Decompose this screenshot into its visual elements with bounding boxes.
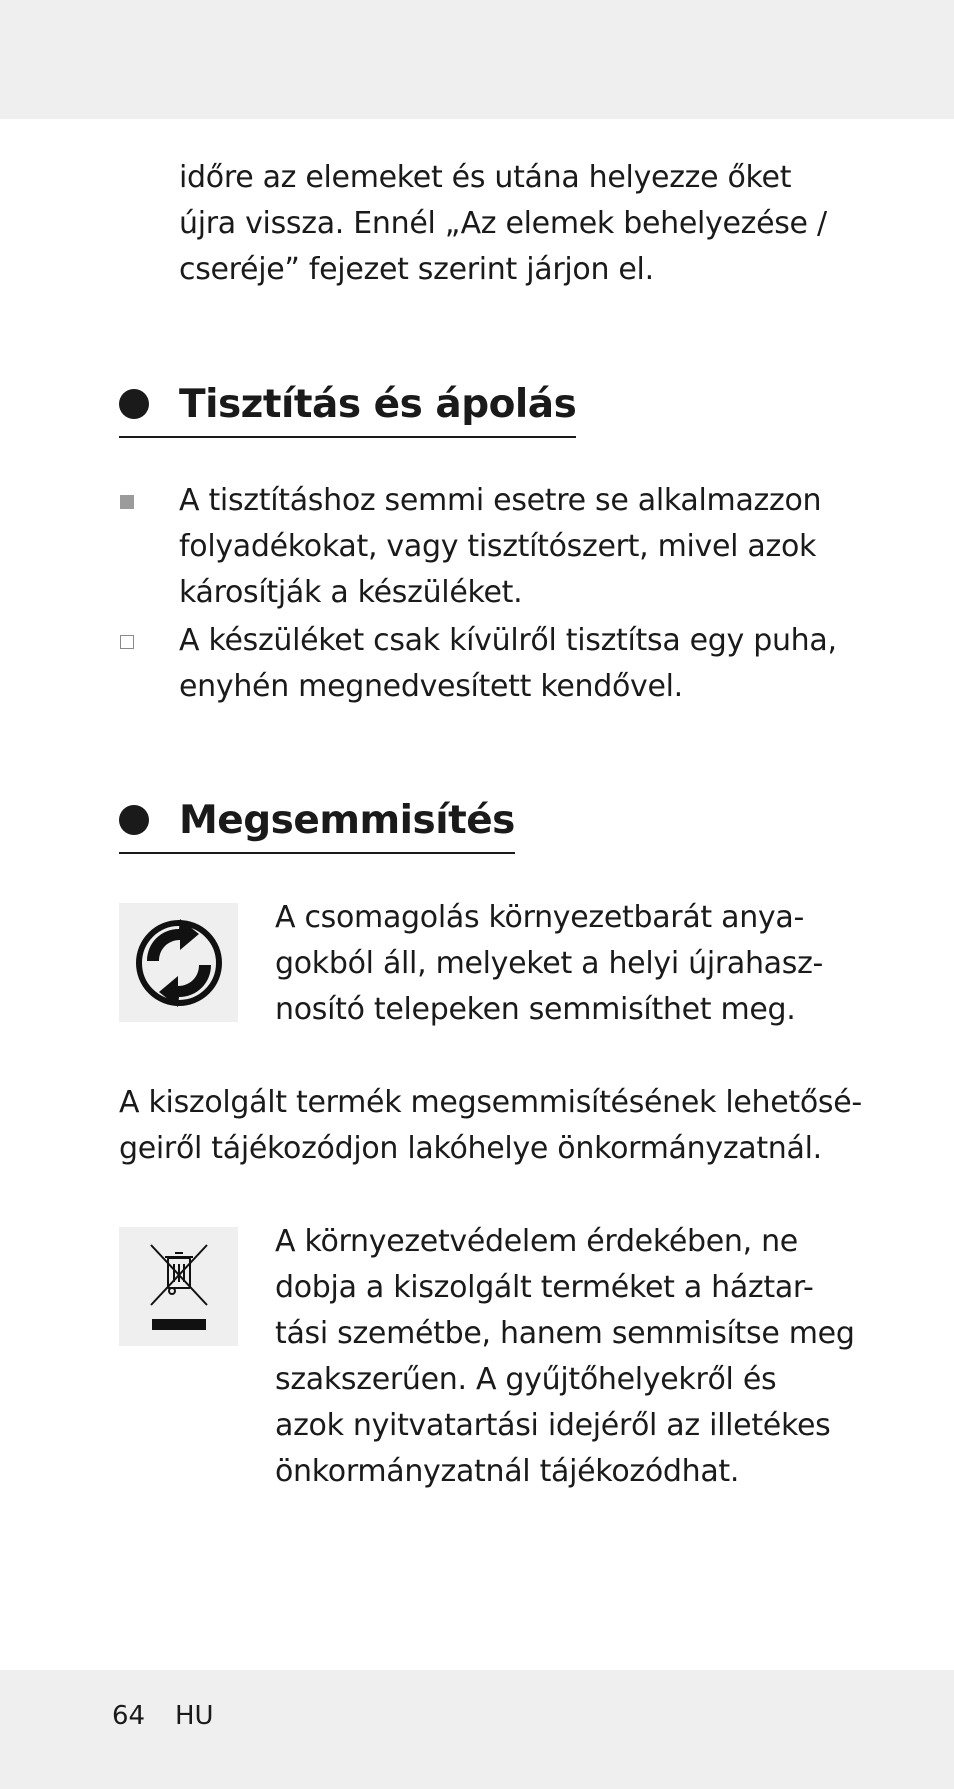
text-line: A csomagolás környezetbarát anya- (275, 900, 804, 935)
list-item (119, 478, 909, 616)
text-line: A tisztításhoz semmi esetre se alkalmazzon (179, 483, 822, 518)
text-line: szakszerűen. A gyűjtőhelyekről és (275, 1362, 777, 1397)
text-line: A környezetvédelem érdekében, ne (275, 1224, 798, 1259)
bullet-dot-icon (119, 805, 149, 835)
crossed-out-wheelie-bin-icon (119, 1227, 238, 1346)
text-line: enyhén megnedvesített kendővel. (179, 669, 683, 704)
section-heading-disposal (119, 790, 515, 854)
text-line: időre az elemeket és utána helyezze őket (179, 160, 792, 195)
text-line: A készüléket csak kívülről tisztítsa egy puha, (179, 623, 837, 658)
section-title: Tisztítás és ápolás (179, 381, 577, 427)
text-line: károsítják a készüléket. (179, 575, 523, 610)
section-heading-cleaning (119, 374, 576, 438)
text-line: tási szemétbe, hanem semmisítse meg (275, 1316, 855, 1351)
page-number: 64 (112, 1701, 146, 1731)
list-item (119, 618, 909, 710)
top-band (0, 0, 954, 119)
text-line: cseréje” fejezet szerint járjon el. (179, 252, 654, 287)
text-line: önkormányzatnál tájékozódhat. (275, 1454, 740, 1489)
text-line: azok nyitvatartási idejéről az illetékes (275, 1408, 831, 1443)
text-line: gokból áll, melyeket a helyi újrahasz- (275, 946, 824, 981)
intro-paragraph (179, 155, 899, 293)
text-line: folyadékokat, vagy tisztítószert, mivel azok (179, 529, 817, 564)
green-dot-recycling-icon (119, 903, 238, 1022)
section-title: Megsemmisítés (179, 797, 515, 843)
text-line: nosító telepeken semmisíthet meg. (275, 992, 796, 1027)
text-line: újra vissza. Ennél „Az elemek behelyezése / (179, 206, 827, 241)
text-line: dobja a kiszolgált terméket a háztar- (275, 1270, 814, 1305)
hollow-square-bullet-icon (120, 635, 134, 649)
weee-disposal-text (275, 1219, 925, 1495)
packaging-disposal-text (275, 895, 925, 1033)
text-line: geiről tájékozódjon lakóhelye önkormányzatnál. (119, 1131, 822, 1166)
product-disposal-paragraph (119, 1080, 919, 1172)
bullet-dot-icon (119, 389, 149, 419)
language-code: HU (175, 1701, 214, 1731)
text-line: A kiszolgált termék megsemmisítésének lehetősé- (119, 1085, 862, 1120)
filled-square-bullet-icon (120, 495, 134, 509)
